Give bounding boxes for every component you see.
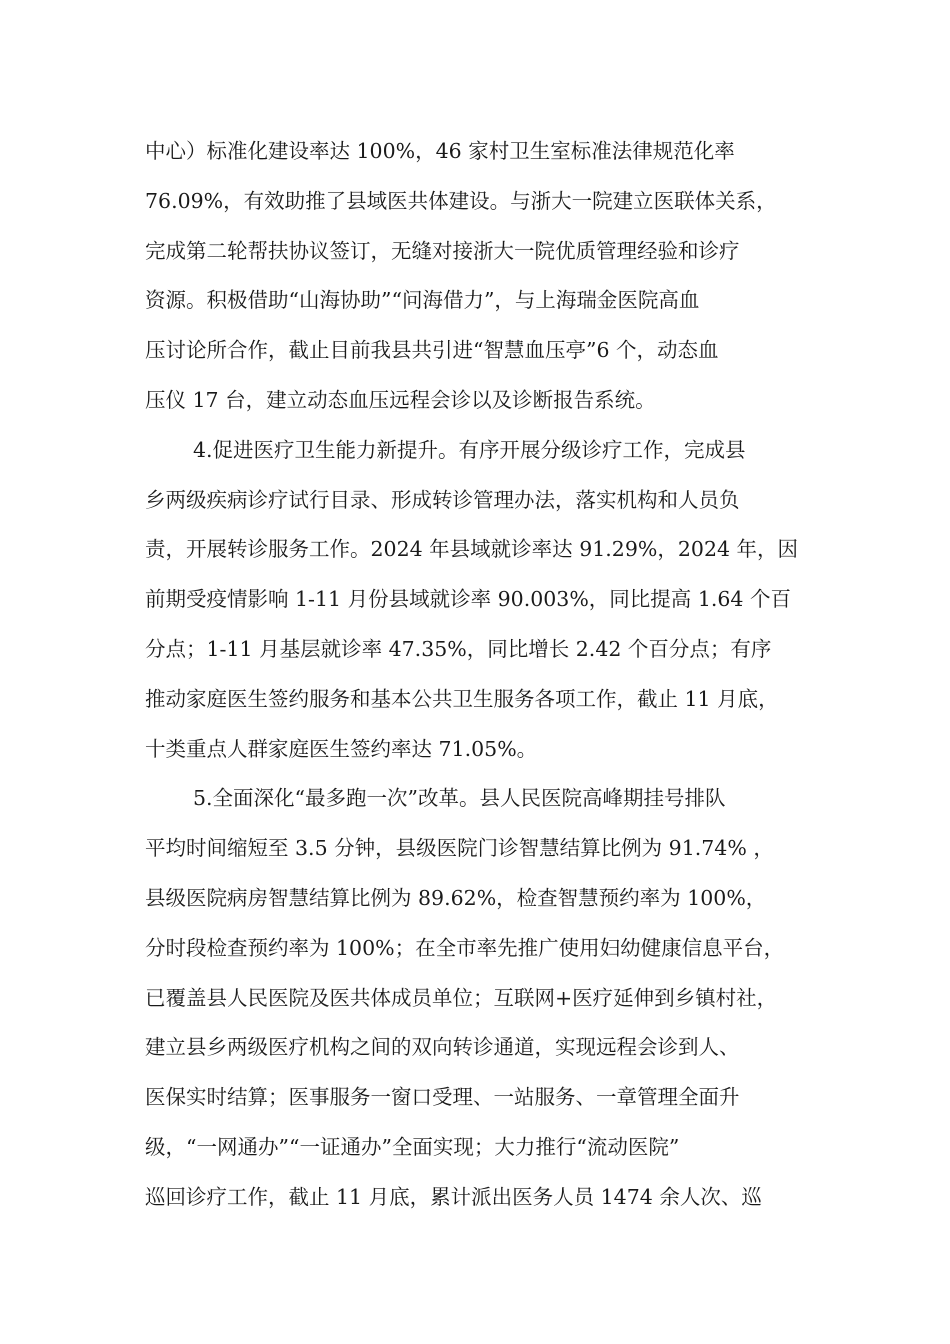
paragraph-5 — [145, 774, 835, 1222]
text-line: 医保实时结算；医事服务一窗口受理、一站服务、一章管理全面升 — [145, 1085, 740, 1110]
text-line: 分点；1-11 月基层就诊率 47.35%，同比增长 2.42 个百分点；有序 — [145, 636, 772, 661]
text-line: 5.全面深化“最多跑一次”改革。县人民医院高峰期挂号排队 — [193, 786, 726, 811]
text-line: 分时段检查预约率为 100%；在全市率先推广使用妇幼健康信息平台， — [145, 935, 785, 960]
text-line: 完成第二轮帮扶协议签订，无缝对接浙大一院优质管理经验和诊疗 — [145, 238, 740, 263]
text-line: 76.09%，有效助推了县域医共体建设。与浙大一院建立医联体关系， — [145, 188, 777, 213]
text-line: 平均时间缩短至 3.5 分钟，县级医院门诊智慧结算比例为 91.74% ， — [145, 836, 774, 861]
text-line: 责，开展转诊服务工作。2024 年县域就诊率达 91.29%，2024 年，因 — [145, 537, 799, 562]
text-line: 推动家庭医生签约服务和基本公共卫生服务各项工作，截止 11 月底， — [145, 686, 779, 711]
text-line: 压仪 17 台，建立动态血压远程会诊以及诊断报告系统。 — [145, 387, 656, 412]
text-line: 中心）标准化建设率达 100%，46 家村卫生室标准法律规范化率 — [145, 139, 735, 163]
text-line: 前期受疫情影响 1-11 月份县域就诊率 90.003%，同比提高 1.64 个百 — [145, 587, 791, 612]
document-body — [145, 127, 835, 1223]
text-line: 4.促进医疗卫生能力新提升。有序开展分级诊疗工作，完成县 — [193, 437, 746, 462]
text-line: 县级医院病房智慧结算比例为 89.62%，检查智慧预约率为 100%， — [145, 885, 767, 910]
text-line: 十类重点人群家庭医生签约率达 71.05%。 — [145, 736, 538, 761]
text-line: 压讨论所合作，截止目前我县共引进“智慧血压亭”6 个，动态血 — [145, 338, 719, 363]
text-line: 资源。积极借助“山海协助”“问海借力”，与上海瑞金医院高血 — [145, 288, 700, 313]
text-line: 级，“一网通办”“一证通办”全面实现；大力推行“流动医院” — [145, 1134, 680, 1159]
text-line: 乡两级疾病诊疗试行目录、形成转诊管理办法，落实机构和人员负 — [145, 487, 740, 512]
text-line: 已覆盖县人民医院及医共体成员单位；互联网+医疗延伸到乡镇村社， — [145, 985, 778, 1010]
paragraph-3-continued — [145, 127, 835, 426]
text-line: 巡回诊疗工作，截止 11 月底，累计派出医务人员 1474 余人次、巡 — [145, 1184, 762, 1209]
paragraph-4 — [145, 426, 835, 775]
text-line: 建立县乡两级医疗机构之间的双向转诊通道，实现远程会诊到人、 — [145, 1035, 740, 1060]
